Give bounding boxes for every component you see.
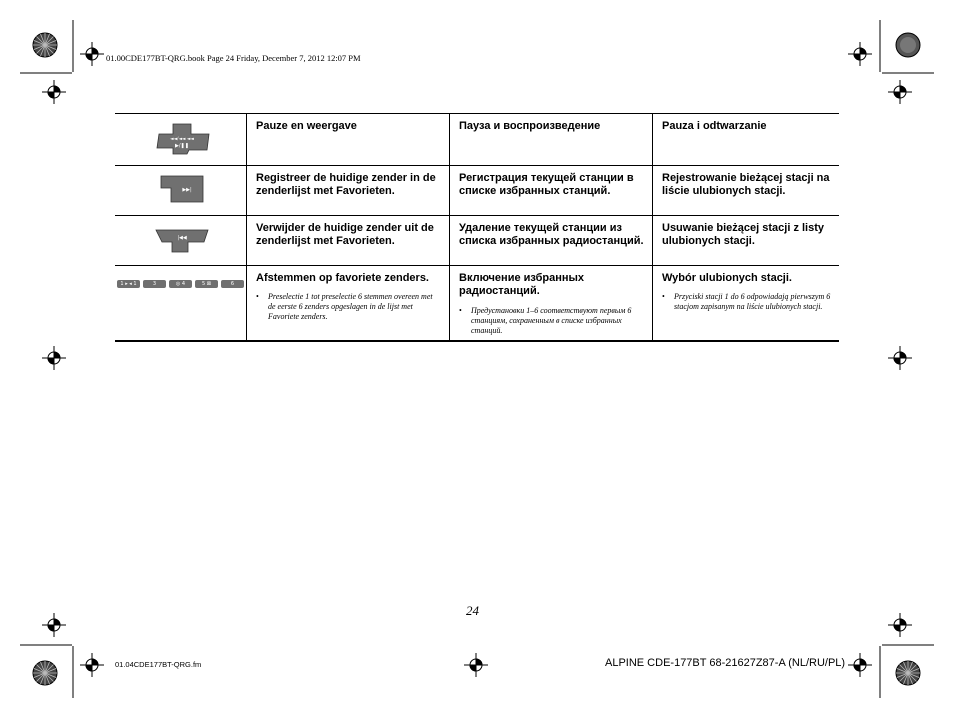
preset-buttons-icon <box>117 280 244 288</box>
previous-button-icon <box>152 222 212 256</box>
preset-button: 3 <box>143 280 166 288</box>
svg-text:|◀◀: |◀◀ <box>176 234 187 241</box>
svg-text:▶/❚❚: ▶/❚❚ <box>174 143 189 149</box>
note-text: Przyciski stacji 1 do 6 odpowiadają pierwszym 6 stacjom zapisanym na liście ulubionych stacji. <box>674 292 831 311</box>
note-text: Preselectie 1 tot preselectie 6 stemmen overeen met de eerste 6 zenders opgeslagen in de lijst met Favoriete zenders. <box>268 292 433 321</box>
icon-cell <box>115 114 247 166</box>
note-pl <box>662 292 832 312</box>
row-title-nl: Pauze en weergave <box>256 120 357 132</box>
bullet-icon: • <box>256 292 259 301</box>
row-title-ru: Включение избранных радиостанций. <box>459 271 585 297</box>
row-title-nl: Verwijder de huidige zender uit de zenderlijst met Favorieten. <box>256 221 434 247</box>
table-row <box>115 265 839 341</box>
note-ru <box>459 306 645 336</box>
row-title-pl: Wybór ulubionych stacji. <box>662 271 792 284</box>
icon-cell <box>115 165 247 215</box>
row-title-pl: Pauza i odtwarzanie <box>662 120 767 132</box>
table-row <box>115 215 839 265</box>
note-text: Предустановки 1–6 соответствуют первым 6 станциям, сохраненным в списке избранных станций. <box>471 305 632 335</box>
footer-file-name: 01.04CDE177BT-QRG.fm <box>115 660 202 669</box>
bullet-icon: • <box>662 292 665 301</box>
table-row <box>115 114 839 166</box>
row-title-nl: Registreer de huidige zender in de zenderlijst met Favorieten. <box>256 171 436 197</box>
row-title-nl: Afstemmen op favoriete zenders. <box>256 271 429 284</box>
preset-button: 1 ▸ ◂ 1 <box>117 280 140 288</box>
preset-button: 5 ⊠ <box>195 280 218 288</box>
svg-text:▶▶|: ▶▶| <box>181 186 192 193</box>
page-number: 24 <box>466 603 479 618</box>
icon-cell <box>115 265 247 341</box>
next-button-icon <box>157 172 207 206</box>
table-row <box>115 165 839 215</box>
row-title-pl: Rejestrowanie bieżącej stacji na liście ulubionych stacji. <box>662 171 830 197</box>
row-title-ru: Пауза и воспроизведение <box>459 120 601 132</box>
function-table <box>115 113 839 342</box>
note-nl <box>256 292 442 322</box>
row-title-ru: Регистрация текущей станции в списке избранных станций. <box>459 171 634 197</box>
pause-play-button-icon <box>151 120 213 156</box>
footer-model: ALPINE CDE-177BT 68-21627Z87-A (NL/RU/PL) <box>605 657 846 669</box>
preset-button: ◎ 4 <box>169 280 192 288</box>
svg-text:◄◄/◄◄ ◄◄: ◄◄/◄◄ ◄◄ <box>169 137 194 142</box>
preset-button: 6 <box>221 280 244 288</box>
icon-cell <box>115 215 247 265</box>
row-title-pl: Usuwanie bieżącej stacji z listy ulubionych stacji. <box>662 221 825 247</box>
row-title-ru: Удаление текущей станции из списка избранных радиостанций. <box>459 221 644 247</box>
file-info-header: 01.00CDE177BT-QRG.book Page 24 Friday, December 7, 2012 12:07 PM <box>106 53 361 63</box>
bullet-icon: • <box>459 305 462 315</box>
